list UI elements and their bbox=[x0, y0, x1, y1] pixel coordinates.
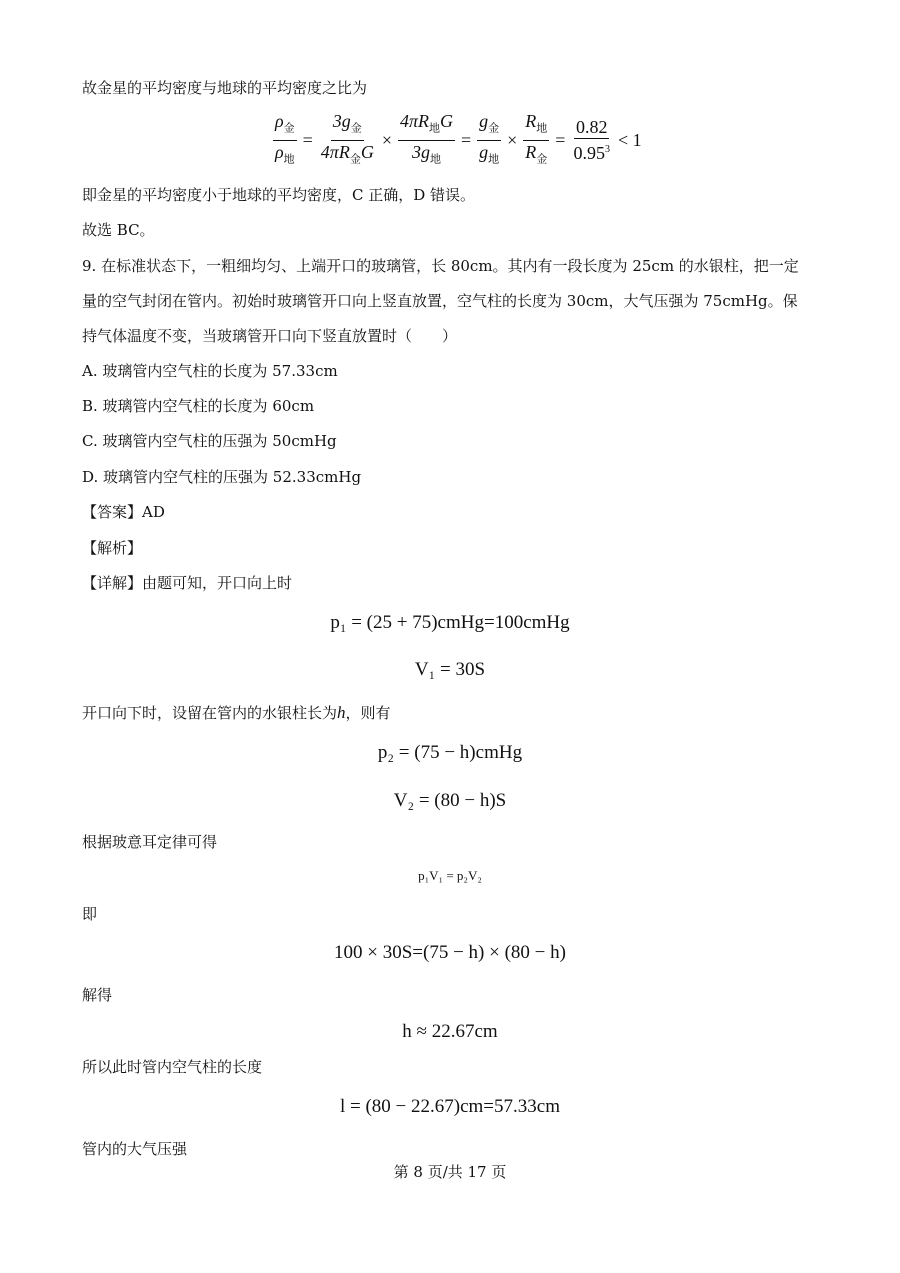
formula-h: h ≈ 22.67cm bbox=[402, 1021, 498, 1042]
option-b: B. 玻璃管内空气柱的长度为 60cm bbox=[82, 397, 315, 415]
formula-p1: p₁ = (25 + 75)cmHg=100cmHg bbox=[330, 612, 570, 633]
text-line: 管内的大气压强 bbox=[82, 1140, 188, 1158]
detail-label: 【详解】由题可知，开口向上时 bbox=[82, 574, 293, 592]
answer-label: 【答案】AD bbox=[82, 503, 165, 521]
option-c: C. 玻璃管内空气柱的压强为 50cmHg bbox=[82, 432, 337, 450]
density-ratio-equation: $\frac{\rho_金}{\rho_地}$ = $\frac{3g_金}{4\pi R_金G}$ × $\frac{4\pi R_地G}{3g_地}$ = $\frac{g_金}{g_地}$ × $\frac{R_地}{R_金}$ = $\frac{0.82}{0.95^3}$ < 1 bbox=[275, 110, 642, 166]
text-line: 根据玻意耳定律可得 bbox=[82, 833, 218, 851]
question-text: 9. 在标准状态下，一粗细均匀、上端开口的玻璃管，长 80cm。其内有一段长度为 25cm 的水银柱，把一定 bbox=[82, 257, 799, 275]
formula-v2: V₂ = (80 − h)S bbox=[393, 790, 507, 811]
analysis-label: 【解析】 bbox=[82, 539, 143, 557]
question-text: 持气体温度不变，当玻璃管开口向下竖直放置时（ ） bbox=[82, 327, 458, 345]
formula-p2: p₂ = (75 − h)cmHg bbox=[377, 742, 523, 763]
text-line: 故选 BC。 bbox=[82, 221, 155, 239]
formula-l: l = (80 − 22.67)cm=57.33cm bbox=[339, 1096, 560, 1117]
option-d: D. 玻璃管内空气柱的压强为 52.33cmHg bbox=[82, 468, 362, 486]
option-a: A. 玻璃管内空气柱的长度为 57.33cm bbox=[82, 362, 338, 380]
formula-v1: V₁ = 30S bbox=[414, 659, 486, 680]
text-line: 所以此时管内空气柱的长度 bbox=[82, 1058, 263, 1076]
question-text: 量的空气封闭在管内。初始时玻璃管开口向上竖直放置，空气柱的长度为 30cm，大气压强为 75cmHg。保 bbox=[82, 292, 798, 310]
formula-boyle: p₁V₁ = p₂V₂ bbox=[418, 868, 482, 883]
formula-equation: 100 × 30S=(75 − h) × (80 − h) bbox=[334, 942, 566, 963]
text-line: 解得 bbox=[82, 986, 113, 1004]
text-line: 开口向下时，设留在管内的水银柱长为h，则有 bbox=[82, 703, 391, 722]
text-line: 即 bbox=[82, 905, 98, 923]
page-footer: 第 8 页/共 17 页 bbox=[393, 1163, 507, 1181]
text-line: 故金星的平均密度与地球的平均密度之比为 bbox=[82, 79, 368, 97]
text-line: 即金星的平均密度小于地球的平均密度，C 正确，D 错误。 bbox=[82, 186, 476, 204]
